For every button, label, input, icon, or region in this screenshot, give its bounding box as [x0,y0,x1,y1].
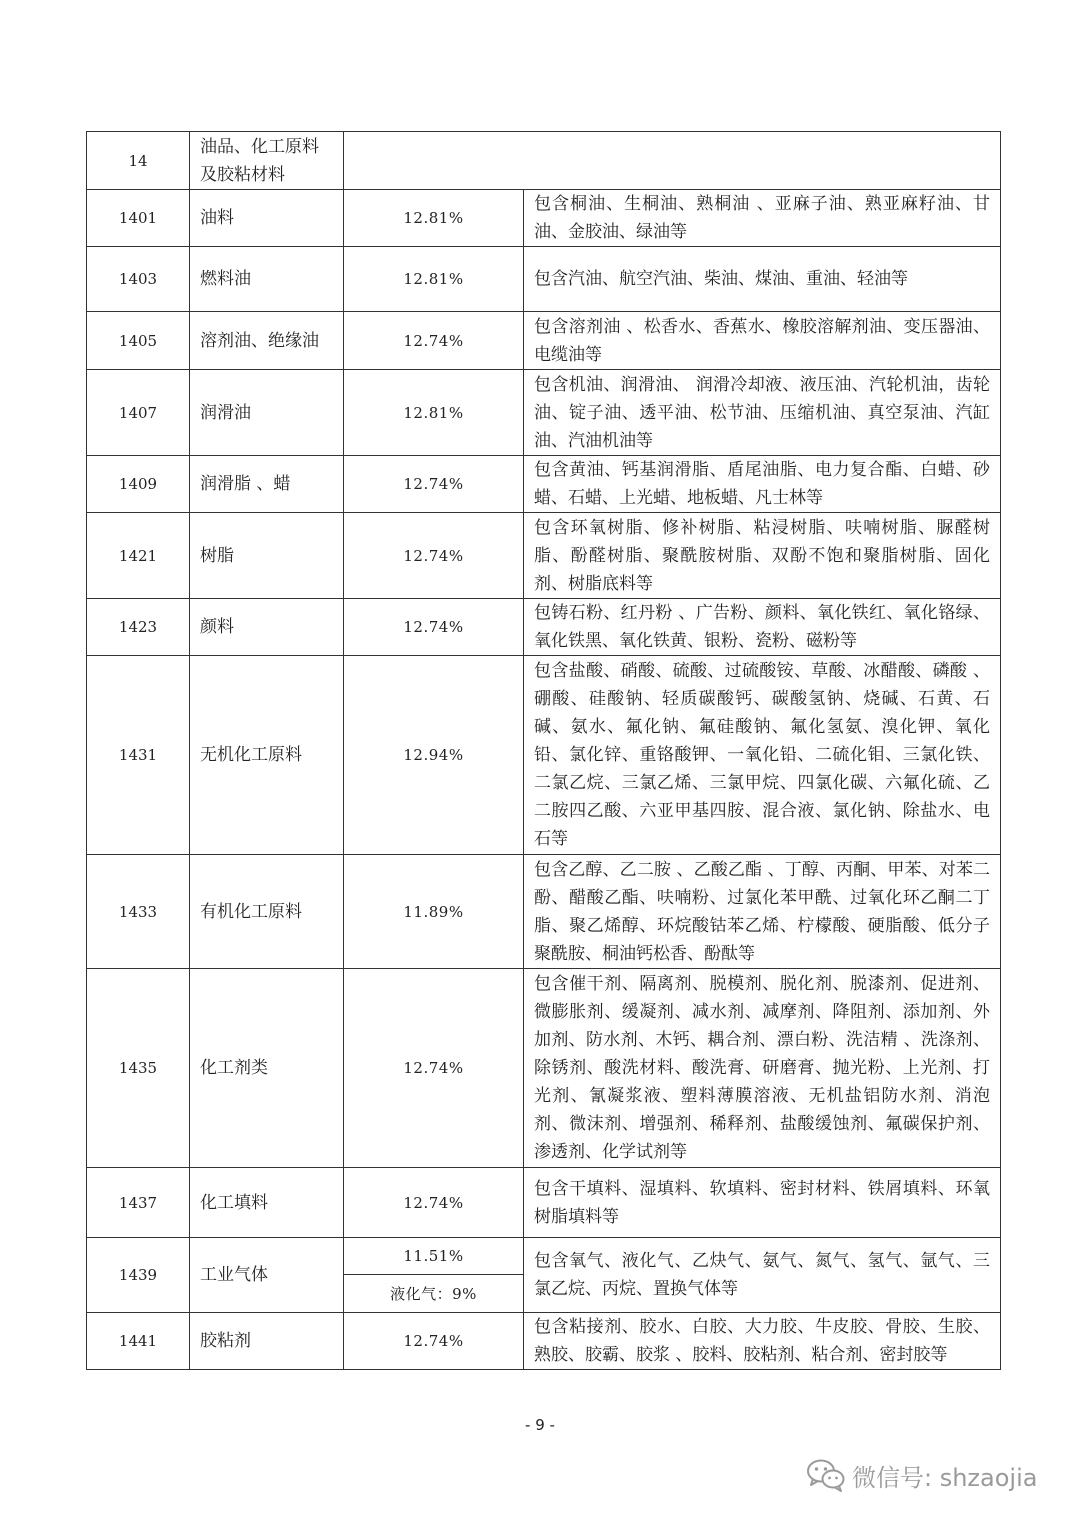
page-number: - 9 - [525,1416,555,1434]
row-code: 1439 [87,1238,190,1313]
row-rate: 12.74% [344,456,524,513]
table-row [87,599,1001,656]
table-row [87,1238,1001,1275]
table-row [87,312,1001,370]
table-row [87,190,1001,247]
row-name: 无机化工原料 [190,656,344,855]
row-description: 包含桐油、生桐油、熟桐油 、亚麻子油、熟亚麻籽油、甘油、金胶油、绿油等 [524,190,1001,247]
row-rate: 12.74% [344,599,524,656]
row-code: 1431 [87,656,190,855]
row-rate: 11.89% [344,855,524,969]
row-description: 包含环氧树脂、修补树脂、粘浸树脂、呋喃树脂、脲醛树脂、酚醛树脂、聚酰胺树脂、双酚不饱和聚脂树脂、固化剂、树脂底料等 [524,513,1001,599]
wechat-icon [806,1458,846,1492]
row-code: 1435 [87,969,190,1168]
row-rate-secondary: 液化气：9% [344,1275,524,1313]
row-description: 包含粘接剂、胶水、白胶、大力胶、牛皮胶、骨胶、生胶、熟胶、胶霸、胶浆 、胶料、胶粘剂、粘合剂、密封胶等 [524,1313,1001,1370]
row-code: 1401 [87,190,190,247]
row-name: 工业气体 [190,1238,344,1313]
row-description: 包含盐酸、硝酸、硫酸、过硫酸铵、草酸、冰醋酸、磷酸 、硼酸、硅酸钠、轻质碳酸钙、碳酸氢钠、烧碱、石黄、石碱、氨水、氟化钠、氟硅酸钠、氟化氢氨、溴化钾、氧化铅、氯化锌、重铬酸钾、一氧化铅、二硫化钼、三氯化铁、二氯乙烷、三氯乙烯、三氯甲烷、四氯化碳、六氟化硫、乙二胺四乙酸、六亚甲基四胺、混合液、氯化钠、除盐水、电石等 [524,656,1001,855]
row-code: 1441 [87,1313,190,1370]
row-description: 包含催干剂、隔离剂、脱模剂、脱化剂、脱漆剂、促进剂、微膨胀剂、缓凝剂、减水剂、减摩剂、降阻剂、添加剂、外加剂、防水剂、木钙、耦合剂、漂白粉、洗洁精 、洗涤剂、除锈剂、酸洗材料、酸洗膏、研磨膏、抛光粉、上光剂、打光剂、氰凝浆液、塑料薄膜溶液、无机盐铝防水剂、消泡剂、微沫剂、增强剂、稀释剂、盐酸缓蚀剂、氟碳保护剂、渗透剂、化学试剂等 [524,969,1001,1168]
row-description: 包含干填料、湿填料、软填料、密封材料、铁屑填料、环氧树脂填料等 [524,1168,1001,1238]
row-rate: 12.81% [344,247,524,312]
row-code: 1421 [87,513,190,599]
row-rate: 12.81% [344,190,524,247]
row-name: 油料 [190,190,344,247]
row-name: 树脂 [190,513,344,599]
row-rate: 12.81% [344,370,524,456]
row-code: 1403 [87,247,190,312]
group-name: 油品、化工原料及胶粘材料 [190,132,344,190]
row-description: 包含氧气、液化气、乙炔气、氨气、氮气、氢气、氩气、三氯乙烷、丙烷、置换气体等 [524,1238,1001,1313]
group-code: 14 [87,132,190,190]
table-row [87,656,1001,855]
table-row [87,370,1001,456]
row-code: 1423 [87,599,190,656]
table-row [87,855,1001,969]
row-description: 包含溶剂油 、松香水、香蕉水、橡胶溶解剂油、变压器油、电缆油等 [524,312,1001,370]
table-group-row [87,132,1001,190]
row-description: 包含乙醇、乙二胺 、乙酸乙酯 、丁醇、丙酮、甲苯、对苯二酚、醋酸乙酯、呋喃粉、过氯化苯甲酰、过氧化环乙酮二丁脂、聚乙烯醇、环烷酸钴苯乙烯、柠檬酸、硬脂酸、低分子聚酰胺、桐油钙松香、酚酞等 [524,855,1001,969]
row-rate: 12.74% [344,1313,524,1370]
watermark-text: 微信号: shzaojia [852,1463,1038,1492]
table-row [87,1168,1001,1238]
row-rate: 12.74% [344,312,524,370]
row-rate: 12.74% [344,1168,524,1238]
table-row [87,247,1001,312]
row-name: 化工剂类 [190,969,344,1168]
row-description: 包含机油、润滑油、 润滑冷却液、液压油、汽轮机油，齿轮油、锭子油、透平油、松节油、压缩机油、真空泵油、汽缸油、汽油机油等 [524,370,1001,456]
row-description: 包含汽油、航空汽油、柴油、煤油、重油、轻油等 [524,247,1001,312]
group-empty-cell [344,132,1001,190]
row-code: 1405 [87,312,190,370]
row-name: 润滑油 [190,370,344,456]
row-code: 1407 [87,370,190,456]
row-rate: 11.51% [344,1238,524,1275]
table-row [87,1313,1001,1370]
row-description: 包含黄油、钙基润滑脂、盾尾油脂、电力复合酯、白蜡、砂蜡、石蜡、上光蜡、地板蜡、凡士林等 [524,456,1001,513]
row-name: 化工填料 [190,1168,344,1238]
row-rate: 12.74% [344,969,524,1168]
row-code: 1437 [87,1168,190,1238]
row-code: 1433 [87,855,190,969]
table-row [87,456,1001,513]
row-name: 燃料油 [190,247,344,312]
row-rate: 12.74% [344,513,524,599]
material-tax-table [86,131,1001,1370]
table-row [87,513,1001,599]
watermark [806,1453,1037,1497]
row-name: 颜料 [190,599,344,656]
row-rate: 12.94% [344,656,524,855]
row-name: 溶剂油、绝缘油 [190,312,344,370]
row-code: 1409 [87,456,190,513]
row-name: 胶粘剂 [190,1313,344,1370]
row-name: 润滑脂 、蜡 [190,456,344,513]
row-name: 有机化工原料 [190,855,344,969]
row-description: 包铸石粉、红丹粉 、广告粉、颜料、氧化铁红、氧化铬绿、氧化铁黑、氧化铁黄、银粉、瓷粉、磁粉等 [524,599,1001,656]
table-row [87,969,1001,1168]
